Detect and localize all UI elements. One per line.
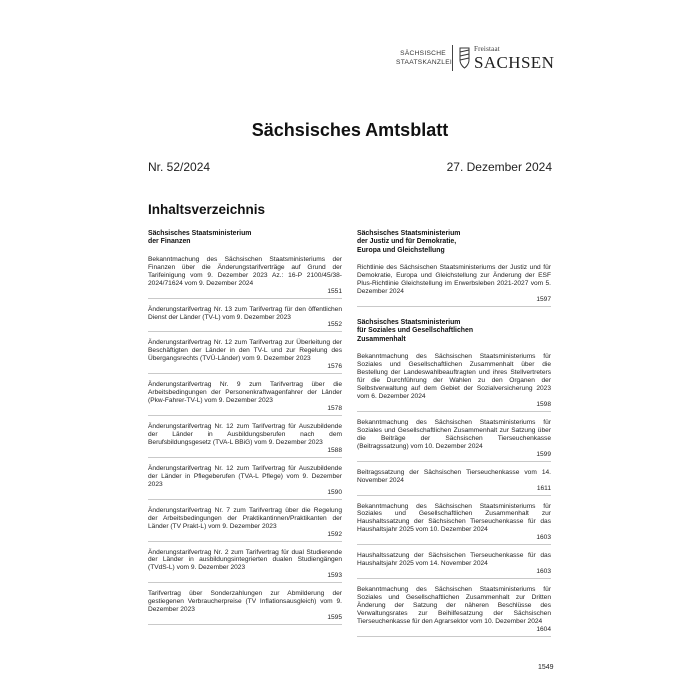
- section-heading-line: der Finanzen: [148, 238, 191, 246]
- toc-entry: [357, 469, 551, 496]
- toc-entry-text: Tarifvertrag über Sonderzahlungen zur Abmilderung der gestiegenen Verbraucherpreise (TV Inflationsausgleich) vom 9. Dezember 2023: [148, 590, 342, 614]
- toc-entry: [148, 465, 342, 500]
- toc-entry: [148, 423, 342, 458]
- toc-entry: [357, 503, 551, 546]
- toc-entry-page: 1595: [327, 614, 342, 622]
- toc-entry-page: 1588: [327, 446, 342, 454]
- header-logo: [396, 45, 554, 71]
- issue-date: 27. Dezember 2024: [446, 160, 552, 174]
- toc-entry-text: Bekanntmachung des Sächsischen Staatsministeriums für Soziales und Gesellschaftlichen Zusammenhalt über die Bestellung der Landeswahlbeauftragten und ihres Stellvertreters für die Durchführung der Wahlen zu den Organen der Selbstverwaltung auf dem Gebiet der Sozialversicherung 2023 vom 6. Dezember 2024: [357, 353, 551, 400]
- toc-entry: [357, 353, 551, 412]
- toc-left-column: [148, 230, 342, 632]
- page-number: 1549: [538, 664, 554, 671]
- toc-entry-page: 1590: [327, 488, 342, 496]
- toc-entry-page: 1598: [536, 400, 551, 408]
- section-heading-finanzen: [148, 230, 342, 247]
- toc-entry-text: Änderungstarifvertrag Nr. 13 zum Tarifvertrag für den öffentlichen Dienst der Länder (TV-L) vom 9. Dezember 2023: [148, 305, 342, 321]
- toc-entry: [148, 590, 342, 625]
- toc-entry-page: 1578: [327, 405, 342, 413]
- left-entry-list: [148, 256, 342, 625]
- toc-entry-page: 1603: [536, 534, 551, 542]
- toc-entry-text: Haushaltssatzung der Sächsischen Tierseuchenkasse für das Haushaltsjahr 2025 vom 14. November 2024: [357, 552, 551, 568]
- toc-entry: [148, 256, 342, 299]
- toc-entry-page: 1604: [536, 625, 551, 633]
- toc-heading: Inhaltsverzeichnis: [148, 202, 266, 217]
- toc-entry-text: Änderungstarifvertrag Nr. 12 zum Tarifvertrag zur Überleitung der Beschäftigten der Länder in den TV-L und zur Regelung des Übergangsrechts (TVÜ-Länder) vom 9. Dezember 2023: [148, 339, 342, 363]
- toc-entry-text: Änderungstarifvertrag Nr. 7 zum Tarifvertrag über die Regelung der Arbeitsbedingungen der Praktikantinnen/Praktikanten der Länder (TV Prakt-L) vom 9. Dezember 2023: [148, 506, 342, 530]
- staatskanzlei-label: [396, 49, 453, 67]
- toc-entry-text: Bekanntmachung des Sächsischen Staatsministeriums für Soziales und Gesellschaftlichen Zusammenhalt zur Satzung über die Beiträge der Sächsischen Tierseuchenkasse (Beitragssatzung) vom 10. Dezember 2024: [357, 418, 551, 450]
- toc-entry-text: Änderungstarifvertrag Nr. 12 zum Tarifvertrag für Auszubildende der Länder in Ausbildungsberufen nach dem Berufsbildungsgesetz (TVA-L BBiG) vom 9. Dezember 2023: [148, 423, 342, 446]
- section-heading-justiz: [357, 230, 551, 255]
- freistaat-sachsen-wordmark: [474, 46, 554, 71]
- toc-entry: [148, 507, 342, 542]
- toc-entry-page: 1599: [536, 450, 551, 458]
- logo-left-line-1: SÄCHSISCHE: [400, 50, 446, 57]
- toc-entry-text: Richtlinie des Sächsischen Staatsministeriums der Justiz und für Demokratie, Europa und Gleichstellung zur Änderung der ESF Plus-Richtlinie Gleichstellung im Erwerbsleben 2021-2027 vom 5. Dezember 2024: [357, 264, 551, 296]
- toc-entry-text: Änderungstarifvertrag Nr. 2 zum Tarifvertrag für dual Studierende der Länder in ausbildungsintegrierten dualen Studiengängen (TVdS-L) vom 9. Dezember 2023: [148, 548, 342, 572]
- toc-entry: [357, 264, 551, 307]
- section-heading-line: Europa und Gleichstellung: [357, 246, 445, 254]
- toc-entry-page: 1576: [327, 363, 342, 371]
- toc-entry: [148, 549, 342, 584]
- toc-entry: [148, 381, 342, 416]
- toc-entry-page: 1597: [536, 296, 551, 304]
- right-entry-list-justiz: [357, 264, 551, 307]
- logo-divider: [452, 45, 453, 71]
- toc-entry-text: Bekanntmachung des Sächsischen Staatsministeriums der Finanzen über die Änderungstarifverträge auf Grund der Tarifeinigung vom 9. Dezember 2023 Az.: 16-P 2100/45/38-2024/71624 vom 9. Dezember 2024: [148, 255, 342, 287]
- toc-entry-page: 1592: [327, 530, 342, 538]
- toc-entry: [357, 419, 551, 462]
- logo-freistaat: Freistaat: [474, 44, 500, 53]
- toc-entry: [357, 586, 551, 637]
- logo-left-line-2: STAATSKANZLEI: [396, 59, 453, 66]
- toc-entry-text: Bekanntmachung des Sächsischen Staatsministeriums für Soziales und Gesellschaftlichen Zusammenhalt zur Dritten Änderung der Satzung der näheren Beschlüsse des Verwaltungsrates zur Beihilfesatzung der Sächsischen Tierseuchenkasse für den Agrarsektor vom 10. Dezember 2024: [357, 586, 551, 625]
- section-heading-line: Sächsisches Staatsministerium: [357, 318, 461, 326]
- toc-entry: [357, 552, 551, 579]
- toc-entry-text: Änderungstarifvertrag Nr. 12 zum Tarifvertrag für Auszubildende der Länder in Pflegeberufen (TVA-L Pflege) vom 9. Dezember 2023: [148, 464, 342, 488]
- document-title: Sächsisches Amtsblatt: [251, 120, 449, 140]
- toc-entry-page: 1552: [327, 321, 342, 329]
- toc-entry-page: 1611: [536, 484, 551, 492]
- section-heading-soziales: [357, 319, 551, 344]
- section-heading-line: Zusammenhalt: [357, 335, 406, 343]
- right-entry-list-soziales: [357, 353, 551, 637]
- toc-entry-text: Beitragssatzung der Sächsischen Tierseuchenkasse vom 14. November 2024: [357, 468, 551, 484]
- toc-entry: [148, 306, 342, 333]
- toc-entry-page: 1603: [536, 568, 551, 576]
- toc-entry: [148, 339, 342, 374]
- logo-sachsen: SACHSEN: [474, 52, 555, 72]
- toc-entry-page: 1551: [327, 287, 342, 295]
- saxony-crest-icon: [459, 47, 470, 69]
- toc-right-column: [357, 230, 551, 644]
- toc-entry-text: Änderungstarifvertrag Nr. 9 zum Tarifvertrag über die Arbeitsbedingungen der Personenkraftwagenfahrer der Länder (Pkw-Fahrer-TV-L) vom 9. Dezember 2023: [148, 381, 342, 405]
- section-heading-line: für Soziales und Gesellschaftlichen: [357, 327, 474, 335]
- section-heading-line: Sächsisches Staatsministerium: [148, 230, 252, 237]
- toc-entry-page: 1593: [327, 572, 342, 580]
- toc-entry-text: Bekanntmachung des Sächsischen Staatsministeriums für Soziales und Gesellschaftlichen Zusammenhalt zur Haushaltssatzung der Sächsischen Tierseuchenkasse für das Haushaltsjahr 2025 vom 10. Dezember 2024: [357, 502, 551, 534]
- section-heading-line: Sächsisches Staatsministerium: [357, 230, 461, 237]
- section-heading-line: der Justiz und für Demokratie,: [357, 238, 457, 246]
- issue-number: Nr. 52/2024: [148, 160, 211, 174]
